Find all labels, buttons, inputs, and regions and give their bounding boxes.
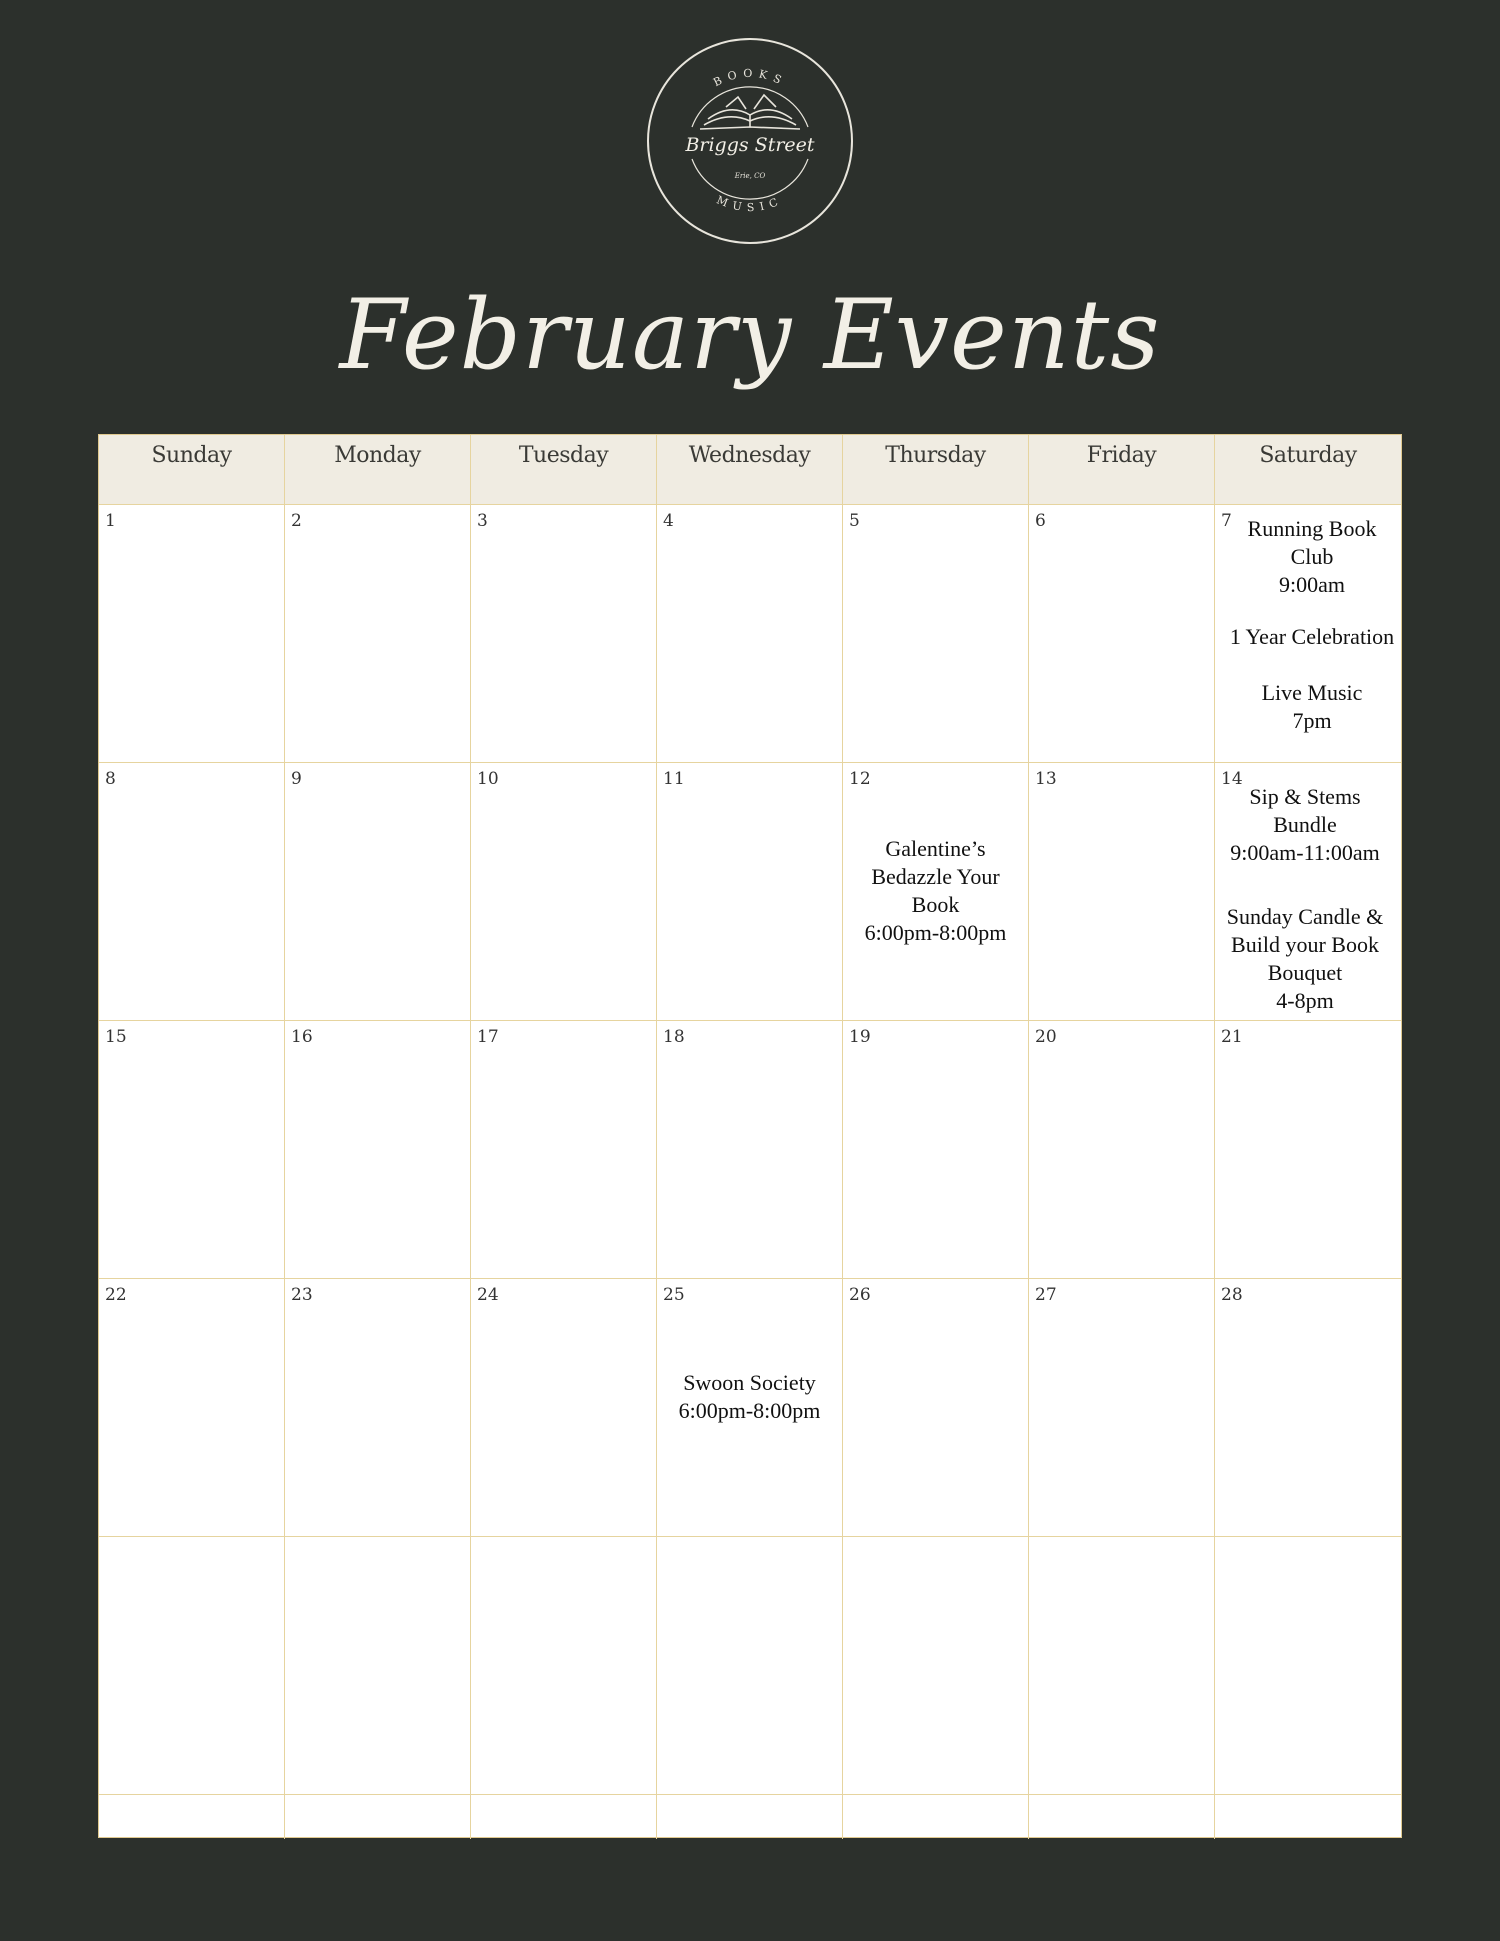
- event-live-music: [1223, 679, 1401, 735]
- empty-day-cell: [843, 1795, 1029, 1839]
- day-cell: [1215, 1279, 1401, 1537]
- day-cell: [471, 1021, 657, 1279]
- day-cell: [1029, 763, 1215, 1021]
- day-number: 3: [477, 511, 488, 531]
- event-line: 6:00pm-8:00pm: [678, 1398, 821, 1423]
- day-cell: [471, 763, 657, 1021]
- empty-day-cell: [1215, 1537, 1401, 1795]
- calendar-grid: [98, 434, 1402, 1838]
- empty-day-cell: [99, 1537, 285, 1795]
- weekday-header-friday: Friday: [1029, 435, 1215, 505]
- day-cell: [1029, 1021, 1215, 1279]
- event-line: Galentine’s: [885, 836, 986, 861]
- day-number: 23: [291, 1285, 313, 1305]
- event-line: Sip & Stems: [1249, 784, 1361, 809]
- event-line: 7pm: [1292, 708, 1332, 733]
- event-line: Swoon Society: [683, 1370, 816, 1395]
- empty-day-cell: [657, 1795, 843, 1839]
- weekday-header-saturday: Saturday: [1215, 435, 1401, 505]
- day-cell: [285, 1279, 471, 1537]
- event-running-book-club: [1223, 515, 1401, 599]
- day-cell: [1215, 763, 1401, 1021]
- weekday-header-sunday: Sunday: [99, 435, 285, 505]
- day-cell: [657, 1021, 843, 1279]
- event-line: 4-8pm: [1276, 988, 1334, 1013]
- empty-day-cell: [471, 1795, 657, 1839]
- event-line: Book: [911, 892, 960, 917]
- day-cell: [99, 1279, 285, 1537]
- day-number: 6: [1035, 511, 1046, 531]
- open-book-icon: [700, 95, 800, 129]
- page-title: February Events: [339, 279, 1161, 391]
- day-number: 26: [849, 1285, 871, 1305]
- day-number: 14: [1221, 769, 1243, 789]
- day-number: 11: [663, 769, 685, 789]
- event-line: Bouquet: [1267, 960, 1343, 985]
- day-number: 18: [663, 1027, 685, 1047]
- empty-day-cell: [471, 1537, 657, 1795]
- event-line: Build your Book: [1231, 932, 1379, 957]
- empty-day-cell: [1029, 1537, 1215, 1795]
- day-number: 22: [105, 1285, 127, 1305]
- day-cell: [843, 763, 1029, 1021]
- day-number: 10: [477, 769, 499, 789]
- day-cell: [1215, 1021, 1401, 1279]
- day-cell: [843, 1021, 1029, 1279]
- weekday-header-wednesday: Wednesday: [657, 435, 843, 505]
- event-line: 1 Year Celebration: [1229, 624, 1395, 649]
- day-cell: [285, 763, 471, 1021]
- empty-day-cell: [843, 1537, 1029, 1795]
- logo-bottom-text: MUSIC: [714, 193, 786, 215]
- briggs-street-logo: [646, 37, 854, 245]
- day-number: 25: [663, 1285, 685, 1305]
- day-number: 5: [849, 511, 860, 531]
- day-cell: [1029, 505, 1215, 763]
- weekday-header-thursday: Thursday: [843, 435, 1029, 505]
- day-number: 13: [1035, 769, 1057, 789]
- day-cell: [657, 1279, 843, 1537]
- event-line: 9:00am: [1279, 572, 1345, 597]
- day-cell: [471, 505, 657, 763]
- weekday-header-tuesday: Tuesday: [471, 435, 657, 505]
- empty-day-cell: [285, 1537, 471, 1795]
- day-cell: [471, 1279, 657, 1537]
- day-cell: [843, 1279, 1029, 1537]
- day-number: 9: [291, 769, 302, 789]
- event-line: Bedazzle Your: [871, 864, 1000, 889]
- event-line: 6:00pm-8:00pm: [864, 920, 1007, 945]
- day-number: 15: [105, 1027, 127, 1047]
- day-number: 28: [1221, 1285, 1243, 1305]
- event-line: Bundle: [1273, 812, 1337, 837]
- day-cell: [285, 1021, 471, 1279]
- day-number: 12: [849, 769, 871, 789]
- day-cell: [99, 763, 285, 1021]
- event-line: Running Book: [1247, 516, 1377, 541]
- day-cell: [843, 505, 1029, 763]
- day-number: 8: [105, 769, 116, 789]
- empty-day-cell: [1029, 1795, 1215, 1839]
- logo-name: Briggs Street: [685, 134, 815, 156]
- svg-text:MUSIC: [715, 193, 786, 214]
- day-number: 16: [291, 1027, 313, 1047]
- day-cell: [657, 763, 843, 1021]
- event-line: Sunday Candle &: [1226, 904, 1384, 929]
- event-galentines-bedazzle: [843, 835, 1028, 947]
- day-cell: [99, 1021, 285, 1279]
- day-cell: [1029, 1279, 1215, 1537]
- event-line: Club: [1290, 544, 1334, 569]
- day-cell: [99, 505, 285, 763]
- day-number: 27: [1035, 1285, 1057, 1305]
- day-number: 17: [477, 1027, 499, 1047]
- logo-top-text: BOOKS: [711, 66, 789, 90]
- logo-location: Erie, CO: [734, 172, 766, 180]
- day-number: 20: [1035, 1027, 1057, 1047]
- event-candle-bouquet: [1215, 903, 1401, 1015]
- event-sip-and-stems: [1215, 783, 1401, 867]
- day-number: 21: [1221, 1027, 1243, 1047]
- empty-day-cell: [99, 1795, 285, 1839]
- empty-day-cell: [657, 1537, 843, 1795]
- empty-day-cell: [1215, 1795, 1401, 1839]
- weekday-header-monday: Monday: [285, 435, 471, 505]
- day-cell: [657, 505, 843, 763]
- day-number: 19: [849, 1027, 871, 1047]
- empty-day-cell: [285, 1795, 471, 1839]
- event-line: 9:00am-11:00am: [1230, 840, 1380, 865]
- day-cell: [285, 505, 471, 763]
- day-number: 4: [663, 511, 674, 531]
- day-number: 7: [1221, 511, 1232, 531]
- day-number: 1: [105, 511, 116, 531]
- event-one-year-celebration: [1223, 623, 1401, 651]
- day-cell: [1215, 505, 1401, 763]
- day-number: 24: [477, 1285, 499, 1305]
- event-line: Live Music: [1261, 680, 1363, 705]
- event-swoon-society: [657, 1369, 842, 1425]
- svg-text:BOOKS: [711, 67, 788, 89]
- day-number: 2: [291, 511, 302, 531]
